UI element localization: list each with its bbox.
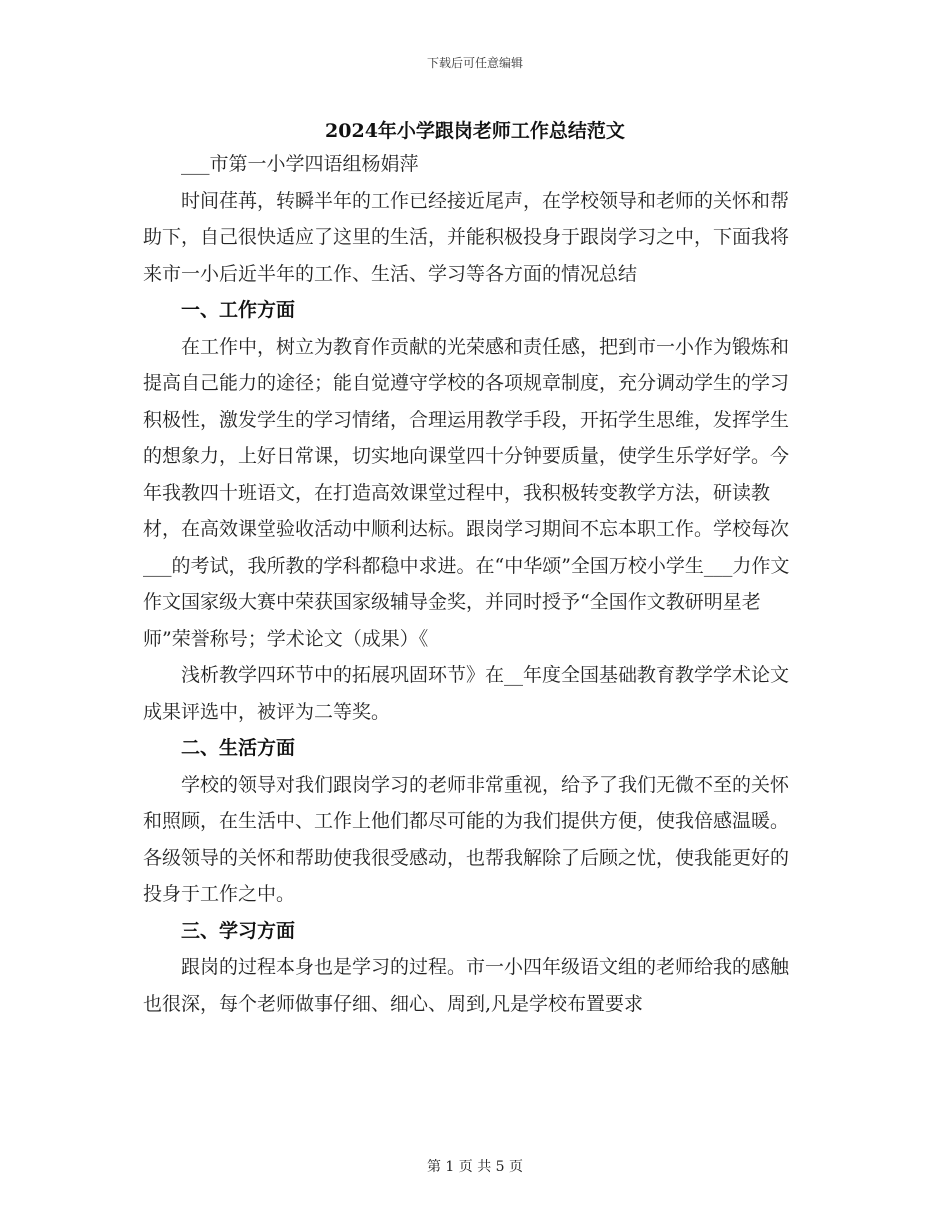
page-number-footer: 第 1 页 共 5 页 [426,1159,524,1175]
life-paragraph: 学校的领导对我们跟岗学习的老师非常重视，给予了我们无微不至的关怀和照顾，在生活中、工作上他们都尽可能的为我们提供方便，使我倍感温暖。各级领导的关怀和帮助使我很受感动，也帮我解除了后顾之忧，使我能更好的投身于工作之中。 [143,773,790,905]
section-heading-study: 三、学习方面 [181,919,296,942]
document-title: 2024年小学跟岗老师工作总结范文 [325,120,625,142]
document-body [143,146,807,1022]
section-heading-work: 一、工作方面 [181,299,296,321]
study-paragraph: 跟岗的过程本身也是学习的过程。市一小四年级语文组的老师给我的感触也很深，每个老师做事仔细、细心、周到,凡是学校布置要求 [143,956,790,1015]
author-line: ___市第一小学四语组杨娟萍 [181,153,419,175]
section-heading-life: 二、生活方面 [181,737,296,759]
work-paragraph-1: 在工作中，树立为教育作贡献的光荣感和责任感，把到市一小作为锻炼和提高自己能力的途径；能自觉遵守学校的各项规章制度，充分调动学生的学习积极性，激发学生的学习情绪，合理运用教学手段，开拓学生思维，发挥学生的想象力，上好日常课，切实地向课堂四十分钟要质量，使学生乐学好学。今年我教四十班语文，在打造高效课堂过程中，我积极转变教学方法，研读教材，在高效课堂验收活动中顺利达标。跟岗学习期间不忘本职工作。学校每次___的考试，我所教的学科都稳中求进。在“中华颂”全国万校小学生___力作文作文国家级大赛中荣获国家级辅导金奖，并同时授予“全国作文教研明星老师”荣誉称号；学术论文（成果）《 [143,335,790,650]
page-header-note: 下载后可任意编辑 [426,56,523,70]
intro-paragraph: 时间荏苒，转瞬半年的工作已经接近尾声，在学校领导和老师的关怀和帮助下，自己很快适应了这里的生活，并能积极投身于跟岗学习之中，下面我将来市一小后近半年的工作、生活、学习等各方面的情况总结 [143,189,790,285]
work-paragraph-2: 浅析教学四环节中的拓展巩固环节》在__年度全国基础教育教学学术论文成果评选中，被评为二等奖。 [143,664,790,723]
